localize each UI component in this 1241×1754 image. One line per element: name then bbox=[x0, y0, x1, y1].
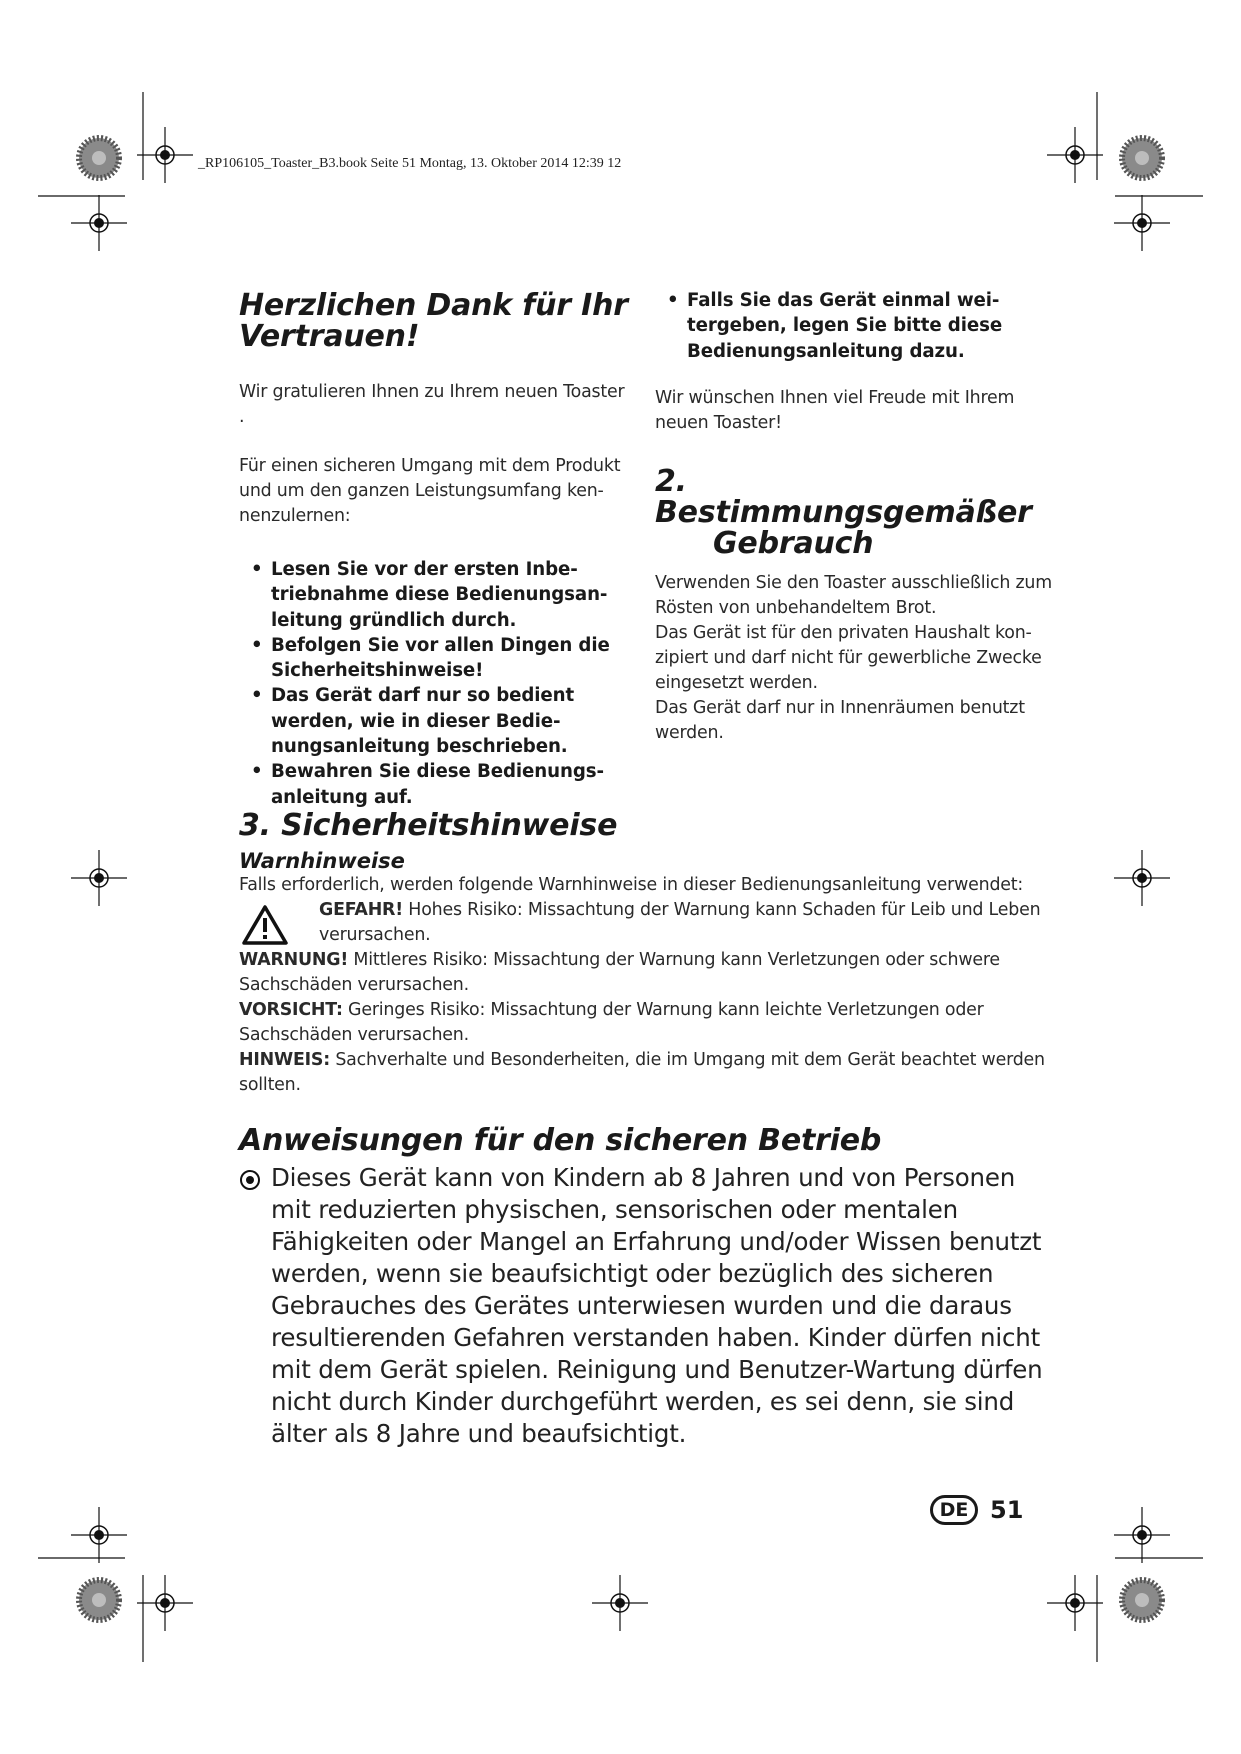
wish-text: Wir wünschen Ihnen viel Freude mit Ihrem neuen Toaster! bbox=[655, 387, 1015, 433]
registration-mark-icon bbox=[137, 1575, 193, 1631]
warning-hinweis bbox=[239, 1048, 1059, 1098]
registration-mark-icon bbox=[1047, 127, 1103, 183]
thanks-heading: Herzlichen Dank für Ihr Vertrauen! bbox=[239, 288, 628, 354]
registration-mark-icon bbox=[1114, 850, 1170, 906]
list-item: • Falls Sie das Gerät einmal weitergeben, legen Sie bitte diese Bedienungsanleitung dazu. bbox=[655, 288, 1055, 364]
warning-vorsicht bbox=[239, 998, 1059, 1048]
section2-heading bbox=[655, 463, 1055, 561]
warning-keyword: HINWEIS: bbox=[239, 1050, 330, 1070]
registration-mark-icon bbox=[71, 1507, 127, 1563]
safe-operation-item bbox=[239, 1162, 1059, 1450]
registration-mark-icon bbox=[1047, 1575, 1103, 1631]
section2-text: Verwenden Sie den Toaster ausschließlich zum Rösten von unbehandeltem Brot. bbox=[655, 572, 1052, 618]
target-bullet-icon bbox=[239, 1169, 261, 1191]
section3 bbox=[239, 810, 1059, 1098]
warning-keyword: GEFAHR! bbox=[319, 900, 403, 920]
lead-text: Für einen sicheren Umgang mit dem Produkt und um den ganzen Leistungsumfang kennenzulernen: bbox=[239, 456, 621, 526]
section2-text: Das Gerät darf nur in Innenräumen benutzt werden. bbox=[655, 697, 1025, 743]
warning-warnung bbox=[239, 948, 1059, 998]
handover-list bbox=[655, 288, 1055, 364]
section2-heading-line2: Gebrauch bbox=[713, 525, 874, 561]
safe-operation-section bbox=[239, 1125, 1059, 1450]
registration-mark-icon bbox=[71, 195, 127, 251]
warning-text: Mittleres Risiko: Missachtung der Warnung kann Verletzungen oder schwere Sachschäden verursachen. bbox=[239, 950, 1000, 995]
print-header: _RP106105_Toaster_B3.book Seite 51 Montag, 13. Oktober 2014 12:39 12 bbox=[198, 156, 622, 171]
list-item: • Das Gerät darf nur so bedient werden, wie in dieser Bedienungsanleitung beschrieben. bbox=[239, 683, 629, 759]
instruction-list bbox=[239, 557, 629, 810]
warning-text: Geringes Risiko: Missachtung der Warnung kann leichte Verletzungen oder Sachschäden verursachen. bbox=[239, 1000, 984, 1045]
section3-heading: 3. Sicherheitshinweise bbox=[239, 808, 618, 843]
warnings-subheading: Warnhinweise bbox=[239, 849, 405, 873]
warning-gefahr bbox=[239, 898, 1059, 948]
intro-text: Wir gratulieren Ihnen zu Ihrem neuen Toaster . bbox=[239, 382, 625, 427]
safe-operation-text: Dieses Gerät kann von Kindern ab 8 Jahren und von Personen mit reduzierten physischen, sensorischen oder mentalen Fähigkeiten oder Mangel an Erfahrung und/oder Wissen benutzt werden, wenn sie beaufsichtigt oder bezüglich des sicheren Gebrauches des Gerätes unterwiesen wurden und die daraus resultierenden Gefahren verstanden haben. Kinder dürfen nicht mit dem Gerät spielen. Reinigung und Benutzer-Wartung dürfen nicht durch Kinder durchgeführt werden, es sei denn, sie sind älter als 8 Jahre und beaufsichtigt. bbox=[271, 1163, 1043, 1448]
warning-keyword: WARNUNG! bbox=[239, 950, 349, 970]
registration-mark-icon bbox=[592, 1575, 648, 1631]
safe-operation-heading: Anweisungen für den sicheren Betrieb bbox=[239, 1123, 882, 1158]
warning-triangle-icon bbox=[241, 904, 289, 946]
list-item: • Befolgen Sie vor allen Dingen die Sicherheitshinweise! bbox=[239, 633, 629, 684]
right-column bbox=[655, 288, 1055, 746]
list-item: • Lesen Sie vor der ersten Inbetriebnahme diese Bedienungsanleitung gründlich durch. bbox=[239, 557, 629, 633]
list-item: • Bewahren Sie diese Bedienungsanleitung auf. bbox=[239, 759, 629, 810]
color-wheel-icon bbox=[79, 138, 119, 178]
section2-heading-line1: 2. Bestimmungsgemäßer bbox=[655, 463, 1032, 530]
warning-text: Sachverhalte und Besonderheiten, die im Umgang mit dem Gerät beachtet werden sollten. bbox=[239, 1050, 1045, 1095]
color-wheel-icon bbox=[1122, 138, 1162, 178]
language-badge: DE bbox=[930, 1495, 978, 1525]
left-column bbox=[239, 290, 629, 810]
registration-mark-icon bbox=[1114, 195, 1170, 251]
section2-text: Das Gerät ist für den privaten Haushalt konzipiert und darf nicht für gewerbliche Zwecke eingesetzt werden. bbox=[655, 622, 1042, 693]
registration-mark-icon bbox=[71, 850, 127, 906]
color-wheel-icon bbox=[1122, 1580, 1162, 1620]
warnings-intro: Falls erforderlich, werden folgende Warnhinweise in dieser Bedienungsanleitung verwendet: bbox=[239, 875, 1024, 895]
page-footer bbox=[930, 1495, 1023, 1525]
page-number: 51 bbox=[990, 1496, 1024, 1524]
color-wheel-icon bbox=[79, 1580, 119, 1620]
warning-text: Hohes Risiko: Missachtung der Warnung kann Schaden für Leib und Leben verursachen. bbox=[319, 900, 1041, 945]
registration-mark-icon bbox=[137, 127, 193, 183]
warning-keyword: VORSICHT: bbox=[239, 1000, 343, 1020]
registration-mark-icon bbox=[1114, 1507, 1170, 1563]
